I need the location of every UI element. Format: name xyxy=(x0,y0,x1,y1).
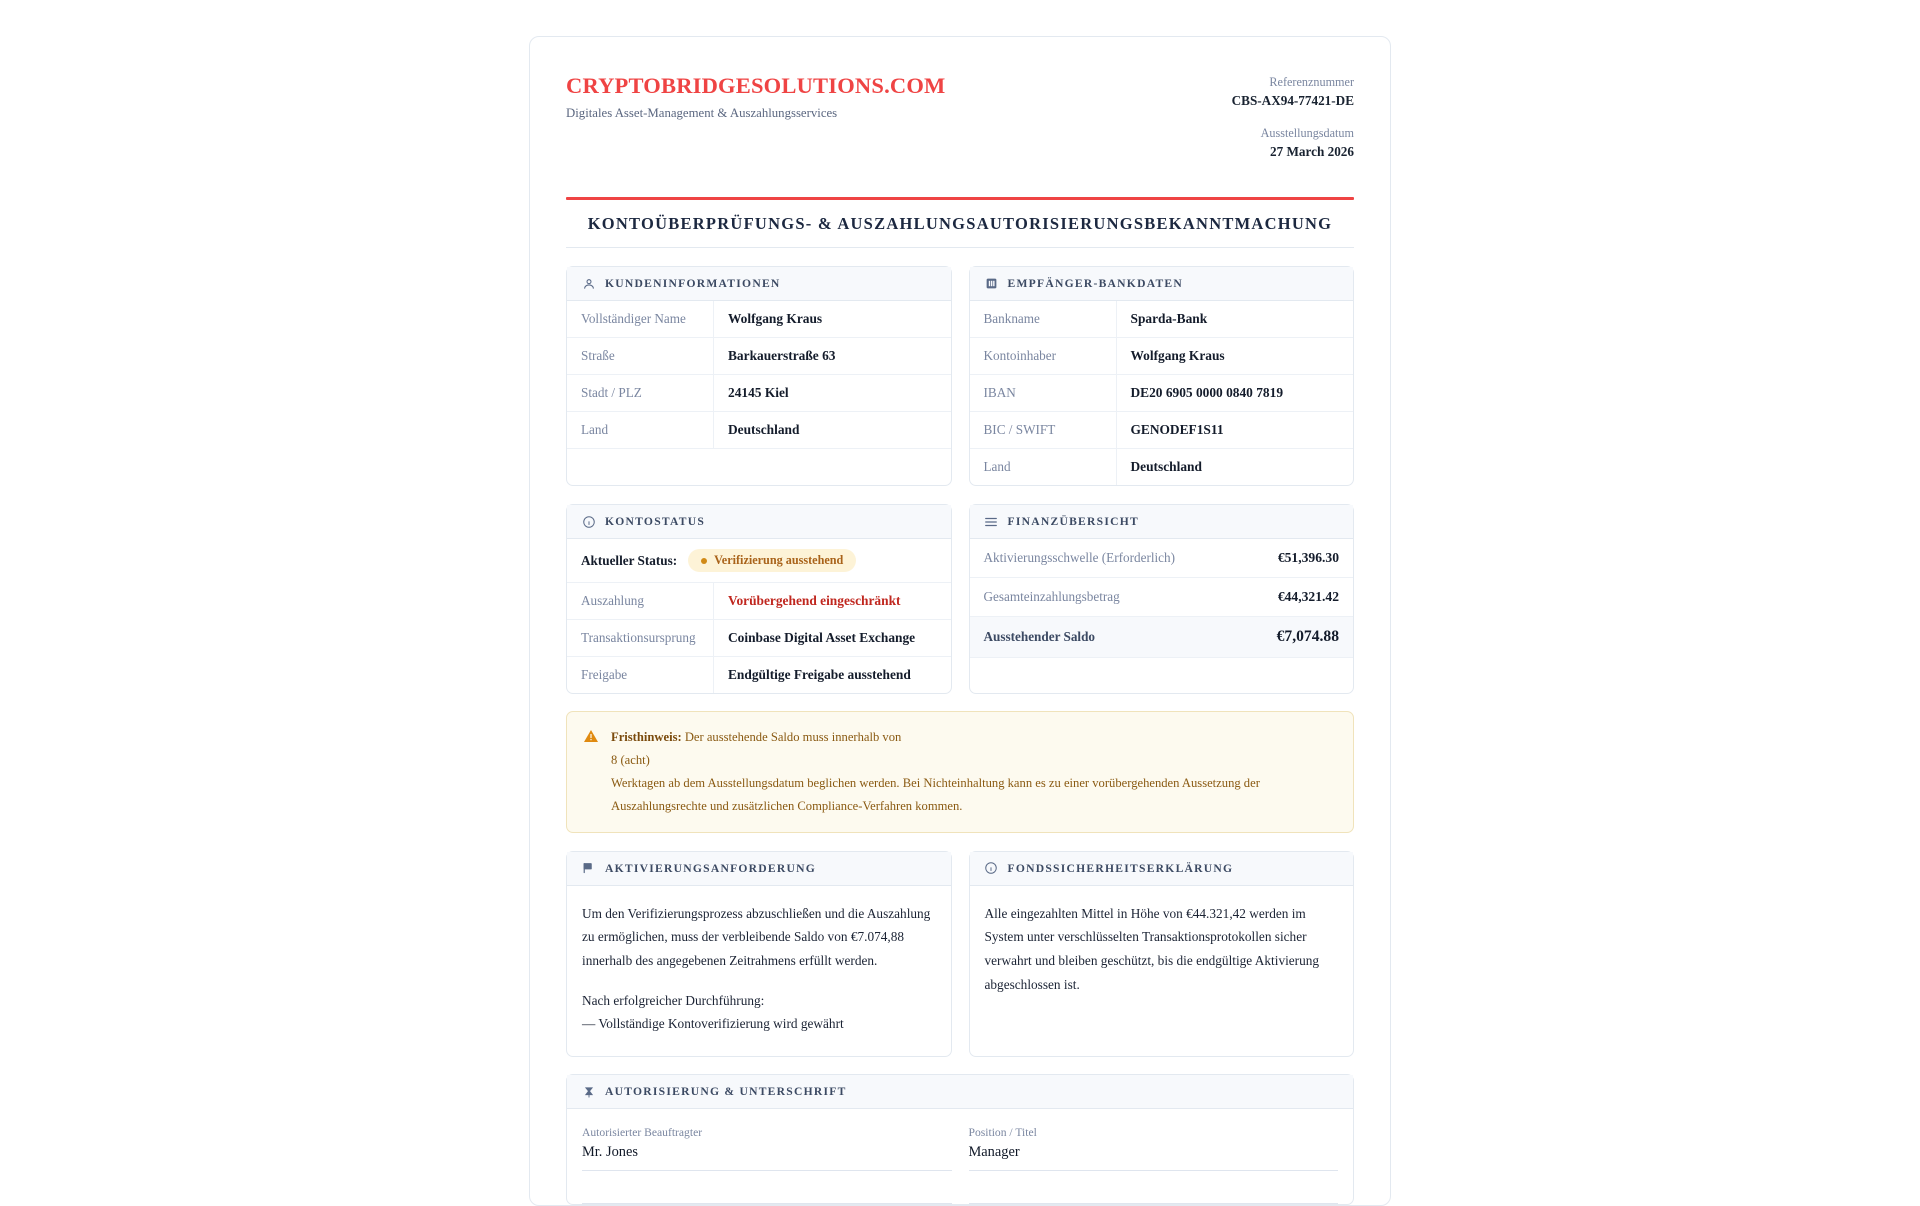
row-key: Bankname xyxy=(970,301,1117,337)
outstanding-balance-row xyxy=(970,617,1354,658)
finance-amount: €51,396.30 xyxy=(1277,550,1339,566)
row-key: Stadt / PLZ xyxy=(567,375,714,411)
notice-strong-label: Fristhinweis: xyxy=(611,730,682,745)
list-lines-icon xyxy=(984,514,999,529)
bank-panel-title: EMPFÄNGER-BANKDATEN xyxy=(1007,277,1184,291)
row-value: Vorübergehend eingeschränkt xyxy=(728,593,901,609)
funds-security-panel xyxy=(969,851,1355,1057)
brand-block xyxy=(566,73,945,121)
deadline-notice xyxy=(566,711,1354,833)
table-row xyxy=(567,583,951,620)
signature-fields-row-secondary xyxy=(567,1171,1353,1204)
row-key: Land xyxy=(970,449,1117,485)
notice-line-1: Der ausstehende Saldo muss innerhalb von xyxy=(681,730,902,745)
table-row xyxy=(567,375,951,412)
customer-panel-title: KUNDENINFORMATIONEN xyxy=(605,277,781,291)
activation-outcome-heading: Nach erfolgreicher Durchführung: xyxy=(582,992,765,1008)
financial-overview-panel xyxy=(969,504,1355,694)
status-panel-title: KONTOSTATUS xyxy=(605,515,706,529)
row-value: Wolfgang Kraus xyxy=(728,311,823,327)
activation-panel-header xyxy=(567,852,951,886)
explanatory-row xyxy=(566,851,1354,1057)
finance-label: Aktivierungsschwelle (Erforderlich) xyxy=(983,550,1176,566)
warning-triangle-icon xyxy=(583,728,599,744)
issue-date-value: 27 March 2026 xyxy=(1270,144,1354,160)
outstanding-balance-label: Ausstehender Saldo xyxy=(983,629,1096,645)
bank-details-panel xyxy=(969,266,1355,486)
table-row xyxy=(567,620,951,657)
activation-paragraph-1: Um den Verifizierungsprozess abzuschließen und die Auszahlung zu ermöglichen, muss der verbleibende Saldo von €7.074,88 innerhalb des angegebenen Zeitrahmens erfüllt werden. xyxy=(582,905,931,969)
info-circle-icon xyxy=(581,514,596,529)
security-panel-body xyxy=(970,886,1354,1017)
status-badge-text: Verifizierung ausstehend xyxy=(714,553,844,568)
info-row xyxy=(566,266,1354,486)
notice-line-3: Werktagen ab dem Ausstellungsdatum beglichen werden. Bei Nichteinhaltung kann es zu einer vorübergehenden Aussetzung der Auszahlungsrechte und zusätzlichen Compliance-Verfahren kommen. xyxy=(611,776,1260,813)
security-paragraph: Alle eingezahlten Mittel in Höhe von €44.321,42 werden im System unter verschlüsselten Transaktionsprotokollen sicher verwahrt und bleiben geschützt, bis die endgültige Aktivierung abgeschlossen ist. xyxy=(984,905,1320,992)
table-row xyxy=(970,449,1354,485)
row-value: Endgültige Freigabe ausstehend xyxy=(728,667,911,683)
signature-panel-title: AUTORISIERUNG & UNTERSCHRIFT xyxy=(605,1085,847,1099)
row-key: Straße xyxy=(567,338,714,374)
activation-panel-body xyxy=(567,886,951,1056)
activation-panel-title: AKTIVIERUNGSANFORDERUNG xyxy=(605,861,817,875)
page-title: KONTOÜBERPRÜFUNGS- & AUSZAHLUNGSAUTORISIERUNGSBEKANNTMACHUNG xyxy=(566,214,1354,248)
activation-outcome-item: — Vollständige Kontoverifizierung wird gewährt xyxy=(582,1016,844,1032)
brand-name: CRYPTOBRIDGESOLUTIONS.COM xyxy=(566,73,946,98)
table-row xyxy=(970,338,1354,375)
flag-icon xyxy=(581,861,596,876)
table-row xyxy=(567,338,951,375)
row-value: DE20 6905 0000 0840 7819 xyxy=(1130,385,1284,401)
row-key: BIC / SWIFT xyxy=(970,412,1117,448)
row-value: Deutschland xyxy=(728,422,800,438)
table-row xyxy=(567,657,951,693)
status-badge xyxy=(688,549,856,572)
security-panel-title: FONDSSICHERHEITSERKLÄRUNG xyxy=(1007,861,1234,875)
row-value: Sparda-Bank xyxy=(1130,311,1208,327)
finance-panel-header xyxy=(970,505,1354,539)
activation-requirement-panel xyxy=(566,851,952,1057)
row-key: Land xyxy=(567,412,714,448)
row-key: Kontoinhaber xyxy=(970,338,1117,374)
signature-panel-header xyxy=(567,1075,1353,1109)
table-row xyxy=(567,412,951,449)
current-status-row xyxy=(567,539,951,583)
table-row xyxy=(567,301,951,338)
bank-icon xyxy=(984,276,999,291)
status-finance-row xyxy=(566,504,1354,694)
brand-tagline: Digitales Asset-Management & Auszahlungsservices xyxy=(566,105,838,120)
account-status-panel xyxy=(566,504,952,694)
signature-field-extra-right[interactable] xyxy=(969,1189,1339,1204)
position-title-field[interactable] xyxy=(969,1126,1339,1171)
document-meta xyxy=(1184,73,1354,162)
signature-fields-row xyxy=(567,1109,1353,1171)
row-value: 24145 Kiel xyxy=(728,385,789,401)
position-title-label: Position / Titel xyxy=(968,1126,1037,1140)
notice-line-2: 8 (acht) xyxy=(611,753,650,768)
row-value: Barkauerstraße 63 xyxy=(728,348,836,364)
activation-paragraph-2 xyxy=(582,989,936,1036)
user-icon xyxy=(581,276,596,291)
customer-information-panel xyxy=(566,266,952,486)
row-key: Auszahlung xyxy=(567,583,714,619)
row-key: Vollständiger Name xyxy=(567,301,714,337)
finance-row xyxy=(970,578,1354,617)
status-dot-icon xyxy=(701,558,707,564)
row-key: IBAN xyxy=(970,375,1117,411)
status-panel-header xyxy=(567,505,951,539)
authorized-officer-field[interactable] xyxy=(582,1126,952,1171)
pushpin-icon xyxy=(581,1084,596,1099)
reference-value: CBS-AX94-77421-DE xyxy=(1231,93,1354,109)
signature-field-extra-left[interactable] xyxy=(582,1189,952,1204)
bank-panel-header xyxy=(970,267,1354,301)
authorized-officer-value: Mr. Jones xyxy=(582,1144,638,1161)
security-panel-header xyxy=(970,852,1354,886)
document-header xyxy=(566,73,1354,162)
finance-panel-title: FINANZÜBERSICHT xyxy=(1007,515,1139,529)
customer-panel-header xyxy=(567,267,951,301)
table-row xyxy=(970,301,1354,338)
finance-label: Gesamteinzahlungsbetrag xyxy=(983,589,1120,605)
outstanding-balance-amount: €7,074.88 xyxy=(1276,628,1339,646)
table-row xyxy=(970,375,1354,412)
finance-row xyxy=(970,539,1354,578)
table-row xyxy=(970,412,1354,449)
authorization-signature-panel xyxy=(566,1074,1354,1205)
header-divider xyxy=(566,197,1354,200)
finance-amount: €44,321.42 xyxy=(1277,589,1339,605)
issue-date-label: Ausstellungsdatum xyxy=(1260,126,1354,141)
authorized-officer-label: Autorisierter Beauftragter xyxy=(582,1126,703,1140)
info-circle-icon xyxy=(984,861,999,876)
reference-label: Referenznummer xyxy=(1269,75,1354,89)
document-card xyxy=(529,36,1391,1206)
notice-text xyxy=(611,726,1337,818)
row-value: Wolfgang Kraus xyxy=(1130,348,1225,364)
current-status-label: Aktueller Status: xyxy=(581,552,678,568)
row-value: GENODEF1S11 xyxy=(1130,422,1224,438)
row-key: Transaktionsursprung xyxy=(567,620,714,656)
row-key: Freigabe xyxy=(567,657,714,693)
row-value: Coinbase Digital Asset Exchange xyxy=(728,630,916,646)
position-title-value: Manager xyxy=(968,1144,1020,1161)
row-value: Deutschland xyxy=(1130,459,1202,475)
